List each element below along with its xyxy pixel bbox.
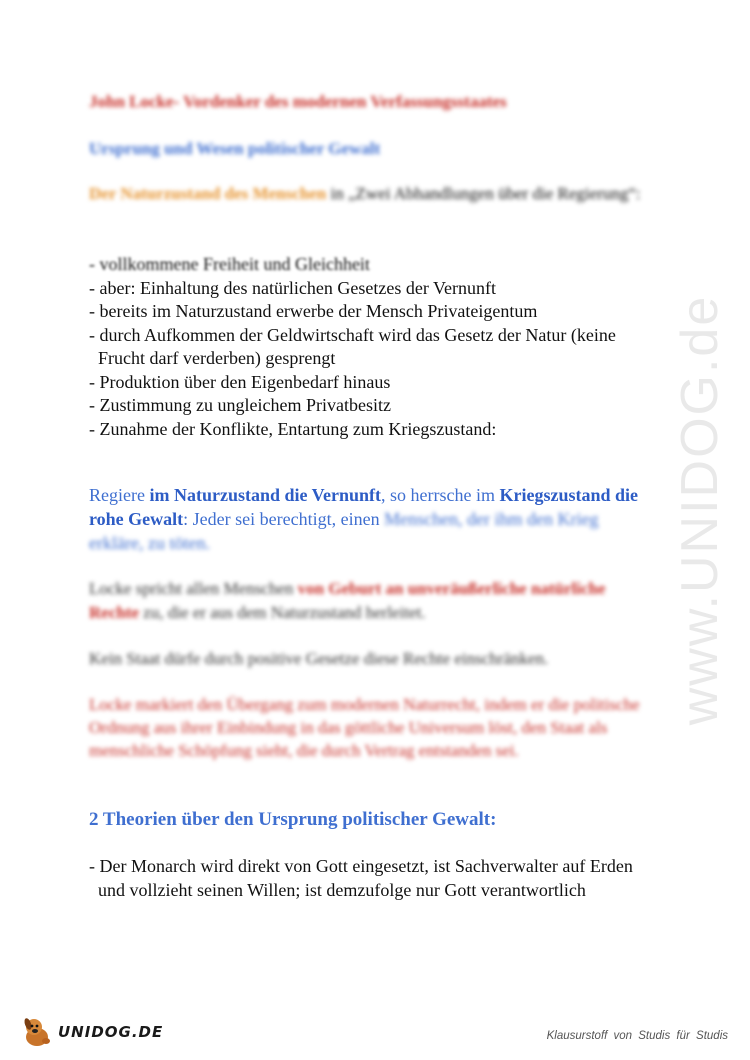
locke-text: zu, die er aus dem Naturzustand herleitet. bbox=[139, 603, 426, 622]
footer-tagline: Klausurstoff von Studis für Studis bbox=[546, 1030, 728, 1042]
naturrecht-paragraph: Locke markiert den Übergang zum modernen Naturrecht, indem er die politische Ordnung aus ihrer Einbindung in das göttliche Universum löst, den Staat als menschliche Schöpfung sieht, die durch Vertrag entstanden sei. bbox=[89, 695, 640, 760]
document-subtitle: Ursprung und Wesen politischer Gewalt bbox=[89, 139, 381, 158]
list-item: Frucht darf verderben) gesprengt bbox=[89, 348, 336, 368]
naturzustand-heading bbox=[89, 183, 649, 205]
monarch-paragraph bbox=[89, 855, 659, 902]
locke-text: Locke spricht allen Menschen bbox=[89, 579, 298, 598]
monarch-line: - Der Monarch wird direkt von Gott eingesetzt, ist Sachverwalter auf Erden bbox=[89, 856, 633, 876]
naturzustand-list bbox=[89, 253, 649, 441]
list-item: - aber: Einhaltung des natürlichen Gesetzes der Vernunft bbox=[89, 277, 497, 298]
vernunft-paragraph bbox=[89, 483, 649, 555]
footer-logo[interactable] bbox=[20, 1015, 163, 1049]
blue-bold: Kriegszustand die rohe Gewalt bbox=[89, 485, 638, 529]
monarch-line: und vollzieht seinen Willen; ist demzufolge nur Gott verantwortlich bbox=[89, 879, 586, 900]
list-item: - Zunahme der Konflikte, Entartung zum Kriegszustand: bbox=[89, 418, 497, 439]
dog-mascot-icon bbox=[20, 1015, 54, 1049]
locke-rights-paragraph bbox=[89, 577, 649, 625]
blue-text: : Jeder sei berechtigt, einen bbox=[183, 509, 385, 529]
list-item: - bereits im Naturzustand erwerbe der Mensch Privateigentum bbox=[89, 301, 538, 321]
blue-bold: im Naturzustand die Vernunft bbox=[149, 485, 381, 505]
section-heading-theorien: 2 Theorien über den Ursprung politischer Gewalt: bbox=[89, 809, 497, 830]
list-item: - durch Aufkommen der Geldwirtschaft wird das Gesetz der Natur (keine bbox=[89, 324, 616, 345]
blue-text: , so herrsche im bbox=[381, 485, 500, 505]
watermark-text: www.UNIDOG.de bbox=[671, 294, 729, 726]
list-item: - vollkommene Freiheit und Gleichheit bbox=[89, 254, 370, 274]
list-item: - Produktion über den Eigenbedarf hinaus bbox=[89, 371, 391, 392]
naturzustand-highlight: Der Naturzustand des Menschen bbox=[89, 184, 327, 203]
list-item: - Zustimmung zu ungleichem Privatbesitz bbox=[89, 395, 391, 415]
document-title: John Locke- Vordenker des modernen Verfassungsstaates bbox=[89, 92, 507, 111]
locke-red-text: von Geburt an unveräußerliche natürliche Rechte bbox=[89, 579, 606, 622]
blue-text: Regiere bbox=[89, 485, 150, 505]
footer-brand: UNIDOG.DE bbox=[58, 1023, 164, 1041]
blue-text-blurred: Menschen, der ihm den Krieg erkläre, zu töten. bbox=[89, 509, 599, 553]
staat-paragraph: Kein Staat dürfe durch positive Gesetze diese Rechte einschränken. bbox=[89, 649, 549, 668]
naturzustand-rest: in „Zwei Abhandlungen über die Regierung“: bbox=[326, 184, 641, 203]
